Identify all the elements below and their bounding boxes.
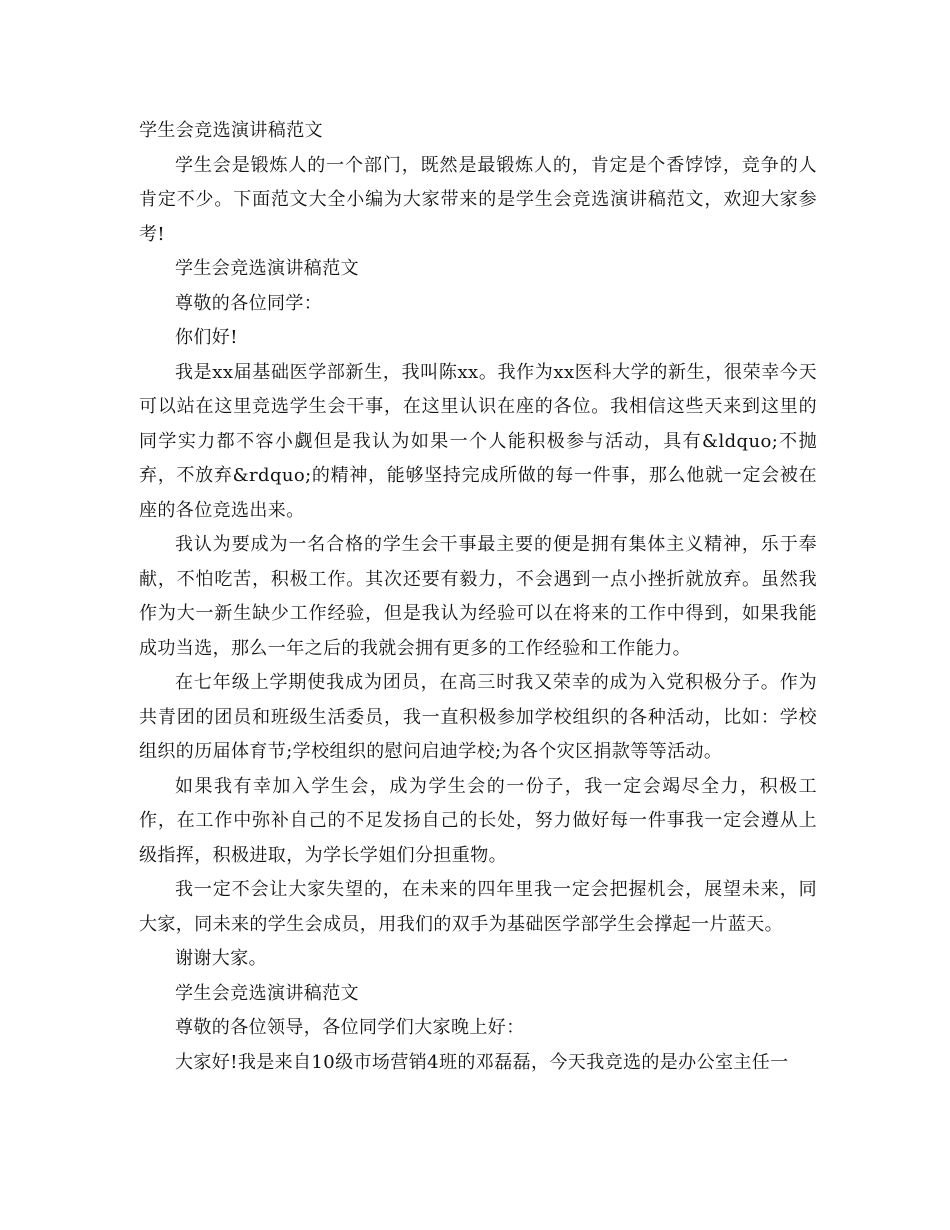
paragraph-second-intro: 大家好!我是来自10级市场营销4班的邓磊磊，今天我竞选的是办公室主任一 [175,1051,789,1073]
paragraph-intro: 学生会是锻炼人的一个部门，既然是最锻炼人的，肯定是个香饽饽，竞争的人肯定不少。下面范文大全小编为大家带来的是学生会竞选演讲稿范文，欢迎大家参考! [139,154,817,245]
closing-thanks: 谢谢大家。 [175,948,267,969]
section-heading-2: 学生会竞选演讲稿范文 [175,982,359,1004]
greeting-1: 你们好! [175,327,238,348]
paragraph-promise: 我一定不会让大家失望的，在未来的四年里我一定会把握机会，展望未来，同大家，同未来的学生会成员，用我们的双手为基础医学部学生会撑起一片蓝天。 [139,879,817,935]
salutation-1: 尊敬的各位同学： [175,292,323,314]
paragraph-qualities: 我认为要成为一名合格的学生会干事最主要的便是拥有集体主义精神，乐于奉献，不怕吃苦，积极工作。其次还要有毅力，不会遇到一点小挫折就放弃。虽然我作为大一新生缺少工作经验，但是我认为经验可以在将来的工作中得到，如果我能成功当选，那么一年之后的我就会拥有更多的工作经验和工作能力。 [139,534,817,659]
paragraph-self-intro: 我是xx届基础医学部新生，我叫陈xx。我作为xx医科大学的新生，很荣幸今天可以站在这里竞选学生会干事，在这里认识在座的各位。我相信这些天来到这里的同学实力都不容小觑但是我认为如果一个人能积极参与活动，具有&ldquo;不抛弃，不放弃&rdquo;的精神，能够坚持完成所做的每一件事，那么他就一定会被在座的各位竞选出来。 [139,361,817,521]
document-title: 学生会竞选演讲稿范文 [139,120,323,141]
section-heading-1: 学生会竞选演讲稿范文 [175,258,359,279]
salutation-2: 尊敬的各位领导，各位同学们大家晚上好： [175,1017,525,1038]
paragraph-experience: 在七年级上学期使我成为团员，在高三时我又荣幸的成为入党积极分子。作为共青团的团员和班级生活委员，我一直积极参加学校组织的各种活动，比如：学校组织的历届体育节;学校组织的慰问启迪学校;为各个灾区捐款等等活动。 [139,672,817,762]
paragraph-commitment: 如果我有幸加入学生会，成为学生会的一份子，我一定会竭尽全力，积极工作，在工作中弥补自己的不足发扬自己的长处，努力做好每一件事我一定会遵从上级指挥，积极进取，为学长学姐们分担重物。 [139,775,817,866]
document-body [139,114,817,1080]
